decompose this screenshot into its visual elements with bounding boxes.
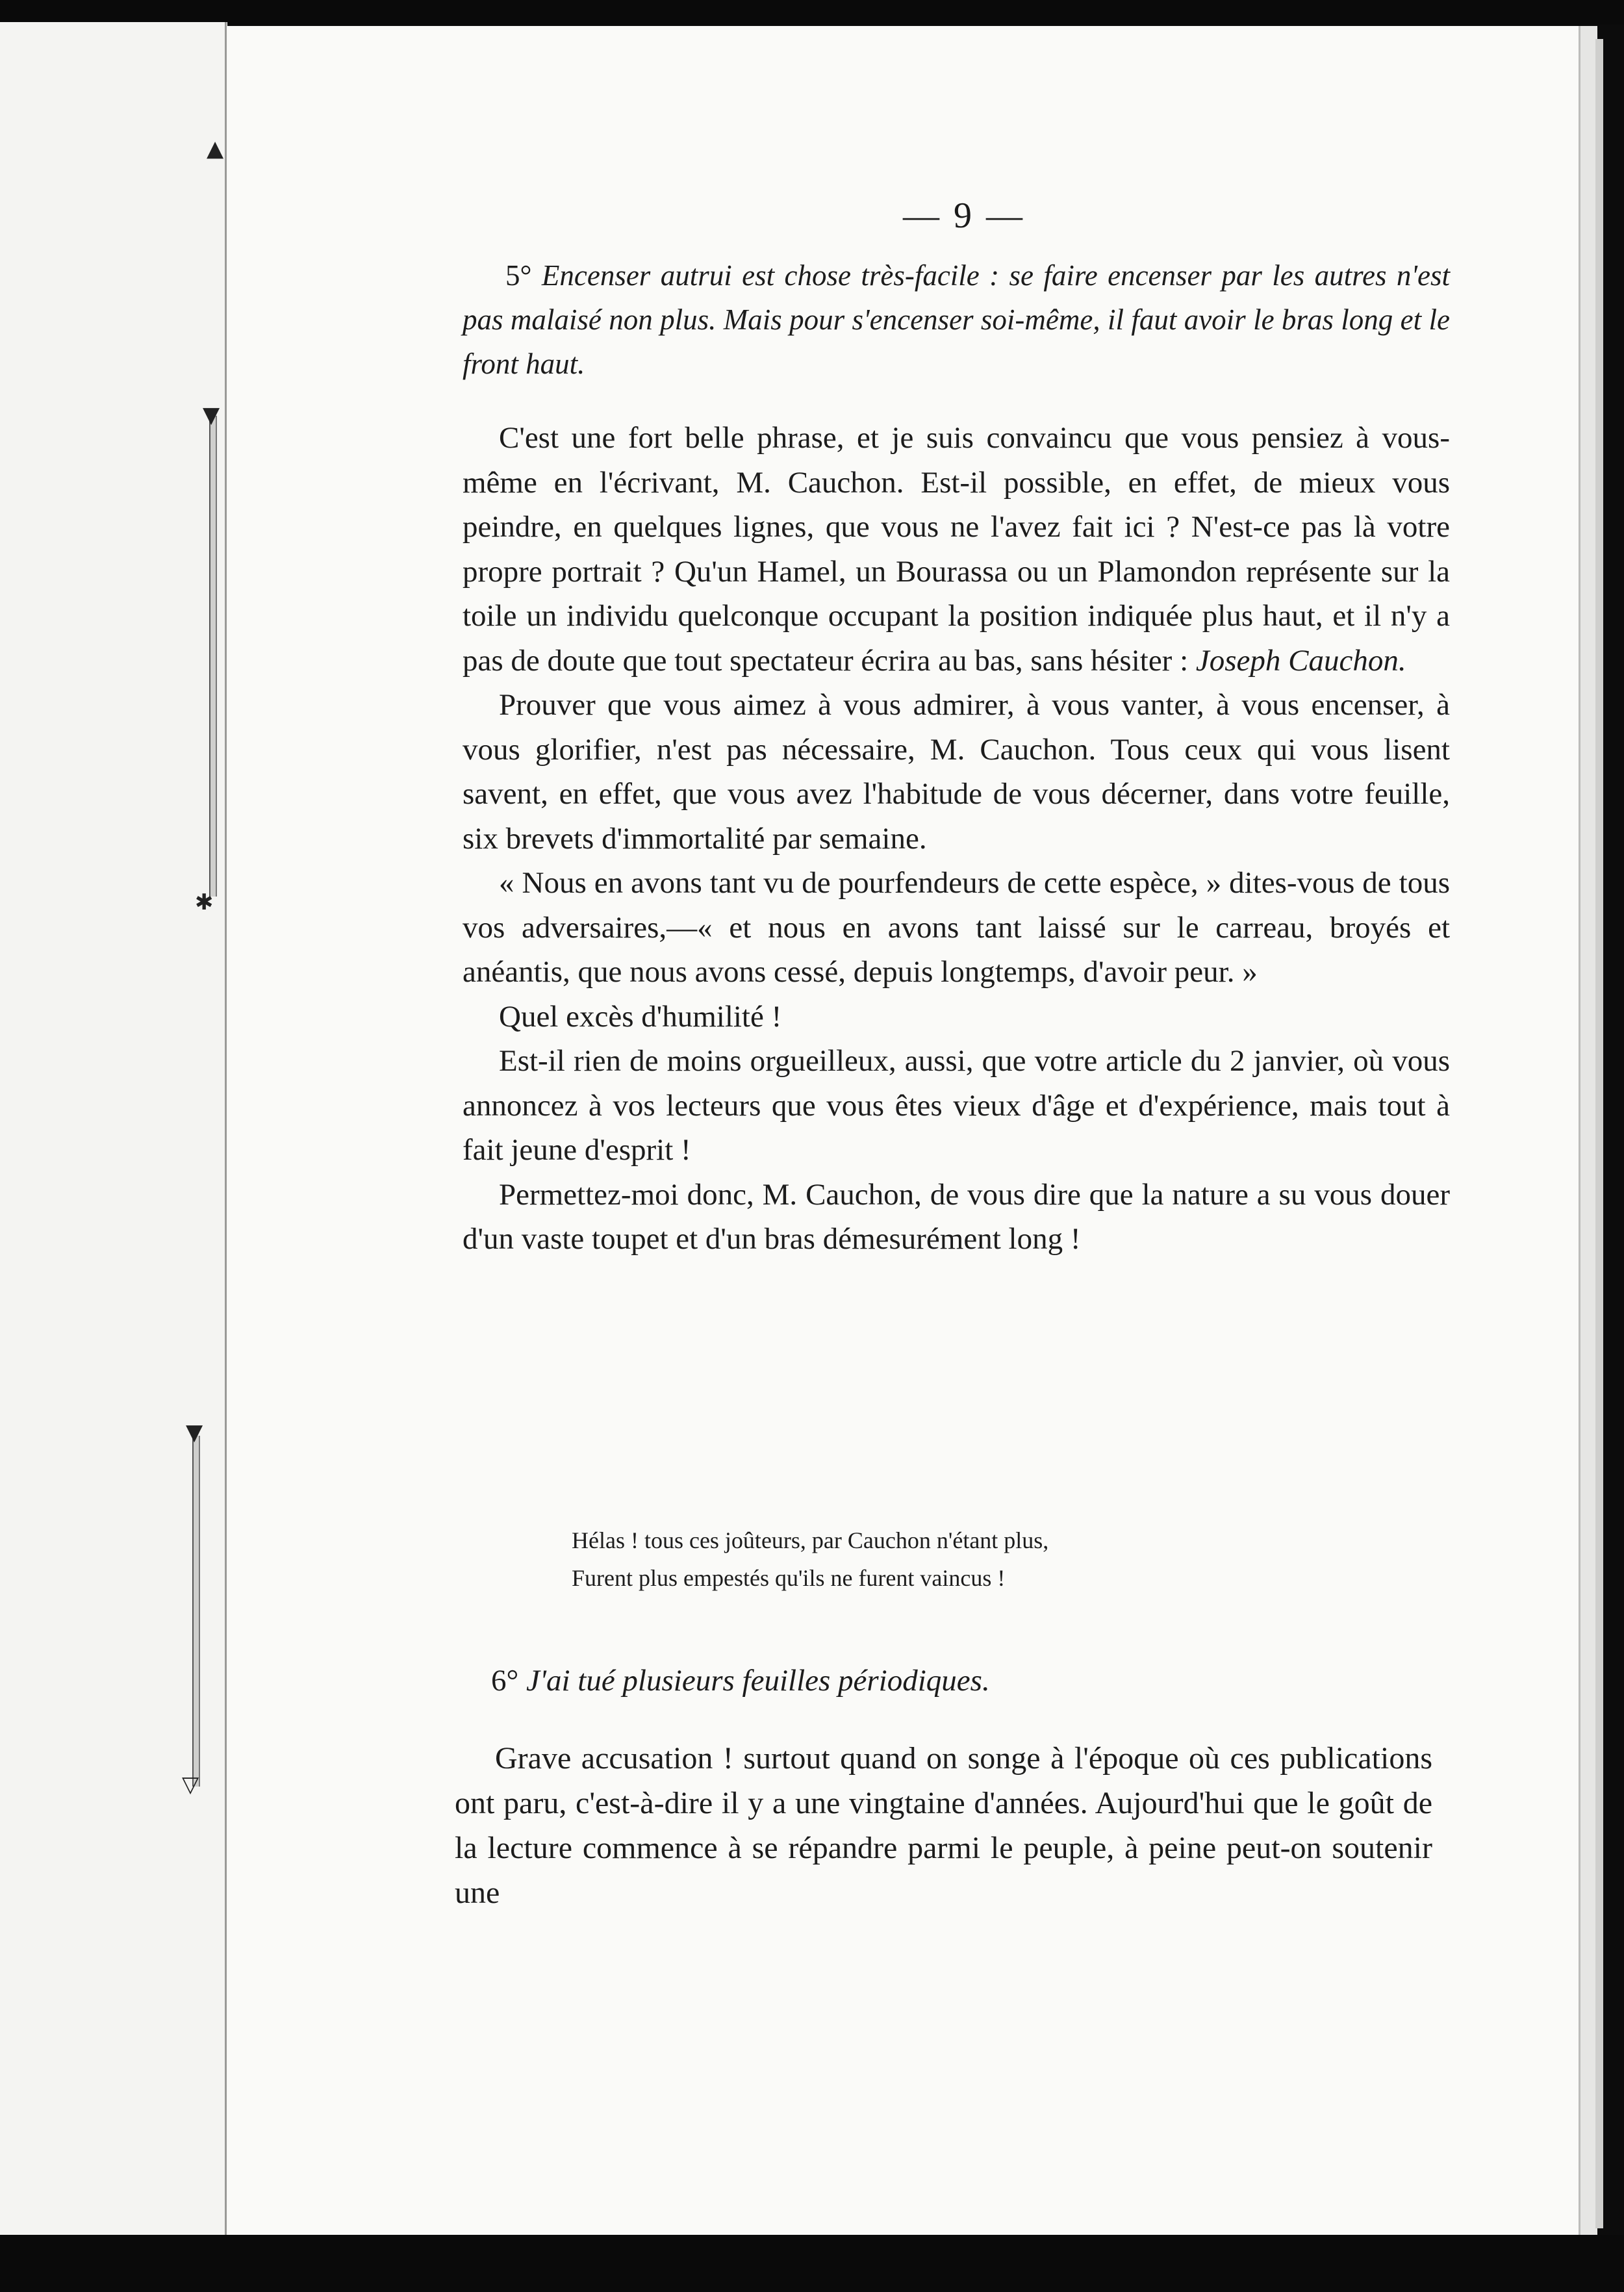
book-gutter xyxy=(225,22,227,2237)
binding-knot-icon: ▽ xyxy=(182,1772,199,1798)
item-5-text: Encenser autrui est chose très-facile : se faire encenser par les autres n'est pas malaisé non plus. Mais pour s'encenser soi-même, il faut avoir le bras long et le front haut. xyxy=(463,259,1451,380)
scan-bottom-border xyxy=(0,2235,1624,2292)
item-6-label: 6° xyxy=(491,1664,519,1698)
binding-knot-icon: ▼ xyxy=(203,402,220,428)
main-text xyxy=(463,253,1450,1262)
paragraph: « Nous en avons tant vu de pourfendeurs de cette espèce, » dites-vous de tous vos adversaires,—« et nous en avons tant laissé sur le carreau, broyés et anéantis, que nous avons cessé, depuis longtemps, d'avoir peur. » xyxy=(463,866,1450,989)
verse-line: Hélas ! tous ces joûteurs, par Cauchon n'étant plus, xyxy=(572,1527,1049,1553)
paragraph: Quel excès d'humilité ! xyxy=(499,999,782,1034)
signature-inline: Joseph Cauchon. xyxy=(1195,643,1406,678)
item-5 xyxy=(463,253,1450,386)
item-6 xyxy=(491,1663,990,1698)
binding-thread-upper xyxy=(209,416,217,897)
paragraph: Grave accusation ! surtout quand on songe à l'époque où ces publications ont paru, c'est-à-dire il y a une vingtaine d'années. Aujourd'hui que le goût de la lecture commence à se répandre parmi le peuple, à peine peut-on soutenir une xyxy=(455,1741,1432,1910)
item-5-label: 5° xyxy=(505,259,532,292)
closing-text xyxy=(455,1736,1432,1915)
item-6-text: J'ai tué plusieurs feuilles périodiques. xyxy=(526,1664,990,1698)
paragraph: C'est une fort belle phrase, et je suis convaincu que vous pensiez à vous-même en l'écrivant, M. Cauchon. Est-il possible, en effet, de mieux vous peindre, en quelques lignes, que vous ne l'avez fait ici ? N'est-ce pas là votre propre portrait ? Qu'un Hamel, un Bourassa ou un Plamondon représente sur la toile un individu quelconque occupant la position indiquée plus haut, et il n'y a pas de doute que tout spectateur écrira au bas, sans hésiter : Joseph Cauchon. xyxy=(463,421,1450,678)
paragraph: Est-il rien de moins orgueilleux, aussi, que votre article du 2 janvier, où vous annoncez à vos lecteurs que vous êtes vieux d'âge et d'expérience, mais tout à fait jeune d'esprit ! xyxy=(463,1044,1450,1167)
paragraph: Permettez-moi donc, M. Cauchon, de vous dire que la nature a su vous douer d'un vaste toupet et d'un bras démesurément long ! xyxy=(463,1177,1450,1256)
paragraph: Prouver que vous aimez à vous admirer, à vous vanter, à vous encenser, à vous glorifier, n'est pas nécessaire, M. Cauchon. Tous ceux qui vous lisent savent, en effet, que vous avez l'habitude de vous décerner, dans votre feuille, six brevets d'immortalité par semaine. xyxy=(463,688,1450,856)
page-edge xyxy=(1579,26,1597,2235)
verse-line: Furent plus empestés qu'ils ne furent vaincus ! xyxy=(572,1565,1006,1591)
binding-knot-icon: ✱ xyxy=(195,889,214,915)
binding-thread-lower xyxy=(192,1436,200,1787)
scan-top-border xyxy=(0,0,1624,25)
page-number: — 9 — xyxy=(903,196,1025,236)
left-page-blank xyxy=(0,22,227,2237)
binding-knot-icon: ▼ xyxy=(186,1420,203,1445)
page-edge-shadow xyxy=(1595,39,1603,2228)
verse-quote xyxy=(572,1522,1351,1597)
binding-knot-icon: ▲ xyxy=(207,136,224,162)
